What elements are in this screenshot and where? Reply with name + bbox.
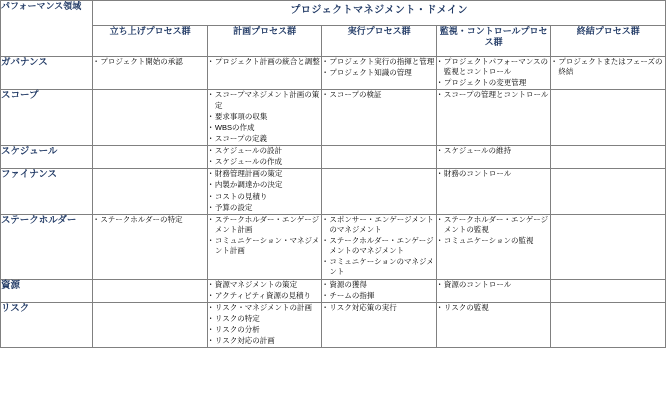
cell-r5-c1 (207, 279, 322, 302)
cell-r4-c1 (207, 214, 322, 279)
table-row (1, 146, 666, 169)
table-header-sub-row (1, 26, 666, 57)
cell-item: ・ プロジェクトまたはフェーズの終結 (551, 57, 665, 77)
cell-r0-c0 (93, 57, 208, 90)
cell-r4-c4 (551, 214, 666, 279)
cell-item: ・ コミュニケーションのマネジメント (322, 257, 436, 277)
cell-r3-c4 (551, 169, 666, 215)
cell-r2-c1 (207, 146, 322, 169)
cell-item: ・ 財務管理計画の策定 (208, 169, 322, 179)
cell-r1-c0 (93, 90, 208, 146)
cell-item: ・ リスクの分析 (208, 325, 322, 335)
cell-item: ・ リスク対応策の実行 (322, 303, 436, 313)
column-header-closing: 終結プロセス群 (551, 26, 666, 57)
row-label-5: 資源 (1, 279, 93, 302)
cell-item: ・ スケジュールの設計 (208, 146, 322, 156)
cell-r1-c1 (207, 90, 322, 146)
table-row (1, 57, 666, 90)
table-row (1, 90, 666, 146)
table-row (1, 214, 666, 279)
cell-item: ・ 資源の獲得 (322, 280, 436, 290)
cell-item: ・ リスク・マネジメントの計画 (208, 303, 322, 313)
row-label-0: ガバナンス (1, 57, 93, 90)
cell-r5-c2 (322, 279, 437, 302)
cell-r4-c2 (322, 214, 437, 279)
column-header-executing: 実行プロセス群 (322, 26, 437, 57)
cell-item: ・ アクティビティ資源の見積り (208, 291, 322, 301)
cell-r2-c0 (93, 146, 208, 169)
cell-item: ・ 内製か調達かの決定 (208, 180, 322, 190)
cell-item: ・ 資源マネジメントの策定 (208, 280, 322, 290)
cell-item: ・ プロジェクト実行の指揮と管理 (322, 57, 436, 67)
cell-item: ・ スケジュールの維持 (437, 146, 551, 156)
cell-item: ・ プロジェクト計画の統合と調整 (208, 57, 322, 67)
cell-r2-c4 (551, 146, 666, 169)
cell-item: ・ ステークホルダー・エンゲージメントのマネジメント (322, 236, 436, 256)
table-row (1, 279, 666, 302)
cell-r1-c2 (322, 90, 437, 146)
cell-item: ・ 予算の設定 (208, 203, 322, 213)
cell-r6-c3 (436, 302, 551, 348)
cell-r6-c1 (207, 302, 322, 348)
corner-header-label: パフォーマンス領域 (1, 1, 93, 57)
matrix-body (1, 57, 666, 348)
cell-r5-c3 (436, 279, 551, 302)
cell-item: ・ コミュニケーション・マネジメント計画 (208, 236, 322, 256)
cell-item: ・ プロジェクトの変更管理 (437, 78, 551, 88)
cell-item: ・ リスクの特定 (208, 314, 322, 324)
cell-item: ・ 財務のコントロール (437, 169, 551, 179)
cell-item: ・ チームの指揮 (322, 291, 436, 301)
row-label-2: スケジュール (1, 146, 93, 169)
cell-item: ・ 資源のコントロール (437, 280, 551, 290)
cell-r1-c3 (436, 90, 551, 146)
row-label-4: ステークホルダー (1, 214, 93, 279)
cell-item: ・ プロジェクトパフォーマンスの監視とコントロール (437, 57, 551, 77)
cell-r4-c0 (93, 214, 208, 279)
cell-r5-c4 (551, 279, 666, 302)
cell-r3-c2 (322, 169, 437, 215)
cell-r6-c4 (551, 302, 666, 348)
cell-r1-c4 (551, 90, 666, 146)
cell-r0-c2 (322, 57, 437, 90)
top-header-label: プロジェクトマネジメント・ドメイン (93, 1, 666, 26)
cell-item: ・ WBSの作成 (208, 123, 322, 133)
cell-r3-c0 (93, 169, 208, 215)
cell-item: ・ リスク対応の計画 (208, 336, 322, 346)
cell-r2-c2 (322, 146, 437, 169)
cell-r0-c4 (551, 57, 666, 90)
row-label-6: リスク (1, 302, 93, 348)
column-header-initiating: 立ち上げプロセス群 (93, 26, 208, 57)
cell-r3-c1 (207, 169, 322, 215)
table-row (1, 302, 666, 348)
cell-r6-c2 (322, 302, 437, 348)
cell-item: ・ スケジュールの作成 (208, 157, 322, 167)
table-header-top-row (1, 1, 666, 26)
cell-item: ・ スコープマネジメント計画の策定 (208, 90, 322, 110)
cell-item: ・ コミュニケーションの監視 (437, 236, 551, 246)
cell-item: ・ スコープの定義 (208, 134, 322, 144)
cell-item: ・ プロジェクト知識の管理 (322, 68, 436, 78)
cell-item: ・ ステークホルダーの特定 (93, 215, 207, 225)
cell-r0-c3 (436, 57, 551, 90)
cell-r2-c3 (436, 146, 551, 169)
cell-r5-c0 (93, 279, 208, 302)
cell-item: ・ ステークホルダー・エンゲージメント計画 (208, 215, 322, 235)
column-header-monitoring: 監視・コントロールプロセス群 (436, 26, 551, 57)
cell-item: ・ スポンサー・エンゲージメントのマネジメント (322, 215, 436, 235)
cell-item: ・ リスクの監視 (437, 303, 551, 313)
row-label-1: スコープ (1, 90, 93, 146)
cell-r0-c1 (207, 57, 322, 90)
cell-r4-c3 (436, 214, 551, 279)
cell-r6-c0 (93, 302, 208, 348)
cell-item: ・ スコープの検証 (322, 90, 436, 100)
cell-item: ・ スコープの管理とコントロール (437, 90, 551, 100)
cell-item: ・ 要求事項の収集 (208, 112, 322, 122)
cell-item: ・ コストの見積り (208, 192, 322, 202)
table-row (1, 169, 666, 215)
cell-item: ・ ステークホルダー・エンゲージメントの監視 (437, 215, 551, 235)
cell-r3-c3 (436, 169, 551, 215)
cell-item: ・ プロジェクト開始の承認 (93, 57, 207, 67)
row-label-3: ファイナンス (1, 169, 93, 215)
column-header-planning: 計画プロセス群 (207, 26, 322, 57)
